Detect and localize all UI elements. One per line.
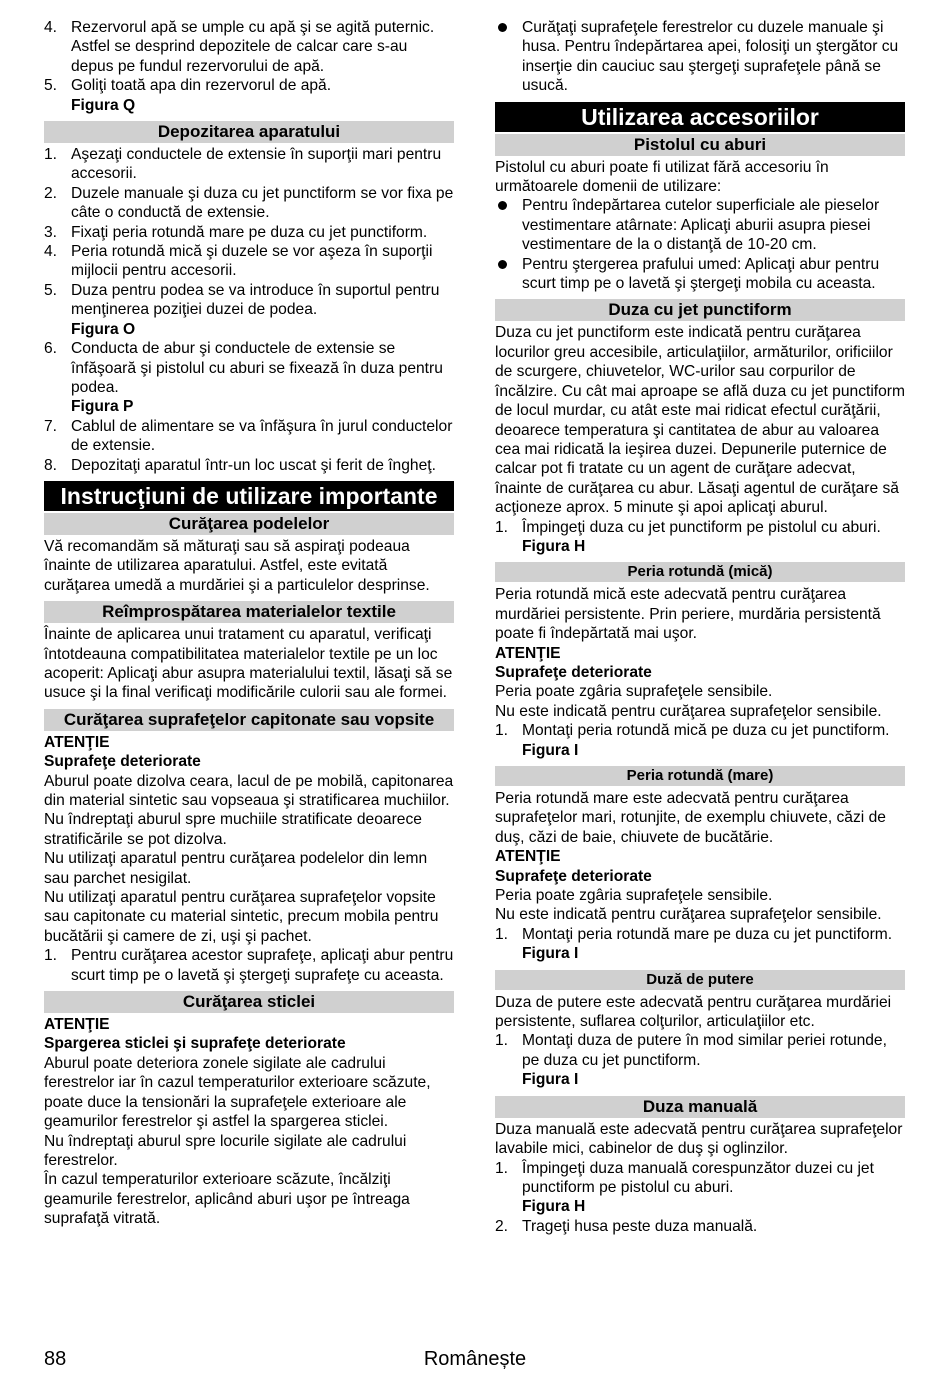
list-text: Fixaţi peria rotundă mare pe duza cu jet punctiform. [71,223,428,241]
list-number: 4. [44,243,58,261]
bullet-text: Curăţaţi suprafeţele ferestrelor cu duzele manuale şi husa. Pentru îndepărtarea apei, folosiţi un ştergător cu inserţie din cauciuc sau ştergeţi suprafeţele până se usucă. [522,19,899,95]
upholstery-list [44,946,454,985]
list-item [44,184,454,223]
power-nozzle-heading: Duză de putere [495,970,905,990]
textile-text: Înainte de aplicarea unui tratament cu aparatul, verificaţi întotdeauna compatibilitatea materialelor textile pe un loc acoperit: Aplicaţi abur asupra materialului textil, lăsaţi să se usuce şi la final verificaţi modificările culorii sau ale formei. [44,626,453,702]
list-item [495,721,905,740]
paragraph: Aburul poate deteriora zonele sigilate ale cadrului ferestrelor iar în cazul temperaturilor exterioare scăzute, poate duce la tensionări la suprafeţele exterioare ale geamurilor ferestrelor şi astfel la spargerea sticlei. [44,1054,431,1131]
steam-gun-text: Pistolul cu aburi poate fi utilizat fără accesoriu în următoarele domenii de utilizare: [495,158,829,196]
paragraph: Nu este indicată pentru curăţarea suprafeţelor sensibile. [495,906,882,924]
bullet-text: Pentru ştergerea prafului umed: Aplicaţi abur pentru scurt timp pe o lavetă şi ştergeţi mobila cu aceasta. [522,255,880,293]
left-column [44,18,454,1229]
storage-heading: Depozitarea aparatului [44,121,454,143]
list-text: Montaţi peria rotundă mare pe duza cu jet punctiform. [522,925,893,943]
important-instructions-heading: Instrucţiuni de utilizare importante [44,481,454,511]
list-text: Duza pentru podea se va introduce în suportul pentru menţinerea poziţiei duzei de podea. [71,281,440,319]
list-number: 8. [44,456,58,474]
list-item [44,223,454,242]
paragraph: În cazul temperaturilor exterioare scăzute, încălziţi geamurile ferestrelor, aplicând aburi uşor pe întreaga suprafaţă vitrată. [44,1171,410,1228]
paragraph: Peria poate zgâria suprafeţele sensibile. [495,683,773,701]
list-number: 6. [44,340,58,358]
accessories-heading: Utilizarea accesoriilor [495,102,905,132]
page-number: 88 [44,1348,67,1370]
list-number: 4. [44,19,58,36]
paragraph: Nu utilizaţi aparatul pentru curăţarea suprafeţelor vopsite sau capitonate cu material sintetic, precum mobila pentru bucătării şi camere de zi, uşi şi pachet. [44,889,439,945]
warning-label: ATENŢIE [44,733,110,751]
glass-heading: Curăţarea sticlei [44,991,454,1013]
figure-ref: Figura H [522,1198,586,1216]
list-number: 1. [44,947,58,965]
list-text: Goliţi toată apa din rezervorul de apă. [71,77,332,95]
list-text: Trageţi husa peste duza manuală. [522,1217,758,1235]
list-number: 2. [44,184,58,202]
bullet-text: Pentru îndepărtarea cutelor superficiale ale pieselor vestimentare atârnate: Aplicaţi aburii asupra piesei vestimentare de la o distanţă de 10-20 cm. [522,197,880,254]
warning-subtitle: Suprafeţe deteriorate [44,753,201,771]
top-bullets [495,18,905,96]
list-text: Aşezaţi conductele de extensie în suporţii mari pentru accesorii. [71,146,442,183]
paragraph: Nu îndreptaţi aburul spre muchiile stratificate deoarece stratificările se pot dizolva. [44,811,422,848]
upholstery-paragraphs [44,772,454,947]
list-item [44,339,454,397]
list-text: Conducta de abur şi conductele de extensie se înfăşoară şi pistolul cu aburi se fixează în duza pentru podea. [71,340,443,396]
list-number: 5. [44,281,58,299]
large-brush-heading: Peria rotundă (mare) [495,766,905,786]
list-item [44,417,454,456]
list-item [495,1159,905,1198]
list-text: Pentru curăţarea acestor suprafeţe, aplicaţi abur pentru scurt timp pe o lavetă şi ştergeţi suprafeţe cu aceasta. [71,947,454,984]
list-number: 1. [495,722,509,740]
list-text: Depozitaţi aparatul într-un loc uscat şi ferit de îngheţ. [71,456,436,474]
power-nozzle-text: Duza de putere este adecvată pentru curăţarea murdăriei persistente, suflarea colţurilor, articulaţiilor etc. [495,993,892,1031]
figure-ref: Figura O [71,320,136,338]
bullet-icon [495,196,522,254]
large-brush-list [495,925,905,944]
list-text: Cablul de alimentare se va înfăşura în jurul conductelor de extensie. [71,417,453,455]
list-text: Împingeţi duza cu jet punctiform pe pistolul cu aburi. [522,518,881,536]
floor-cleaning-text: Vă recomandăm să măturaţi sau să aspiraţi podeaua înainte de utilizarea aparatului. Astfel, este evitată curăţarea umedă a murdăriei şi a particulelor desprinse. [44,537,430,594]
storage-list [44,145,454,320]
top-list [44,18,454,96]
warning-subtitle: Suprafeţe deteriorate [495,867,652,885]
list-item [44,18,454,76]
figure-ref: Figura I [522,1071,579,1089]
list-item [495,925,905,944]
list-item [495,518,905,537]
manual-nozzle-heading: Duza manuală [495,1096,905,1118]
large-brush-paragraphs [495,886,905,925]
list-number: 3. [44,223,58,241]
paragraph: Nu îndreptaţi aburul spre locurile sigilate ale cadrului ferestrelor. [44,1132,407,1169]
list-item [44,145,454,184]
paragraph: Aburul poate dizolva ceara, lacul de pe mobilă, capitonarea din material sintetic sau vopseaua şi stratificarea muchiilor. [44,772,454,809]
list-number: 2. [495,1217,509,1235]
storage-list [44,417,454,475]
list-item [44,242,454,281]
list-item [495,1217,905,1236]
storage-list [44,339,454,397]
figure-ref: Figura I [522,741,579,759]
bullet-icon [495,255,522,294]
list-item [44,281,454,320]
list-text: Montaţi peria rotundă mică pe duza cu jet punctiform. [522,722,890,740]
list-item [44,76,454,95]
jet-nozzle-heading: Duza cu jet punctiform [495,299,905,321]
warning-subtitle: Spargerea sticlei şi suprafeţe deteriorate [44,1035,346,1053]
list-number: 1. [495,1159,509,1177]
paragraph: Nu utilizaţi aparatul pentru curăţarea podelelor din lemn sau parchet nesigilat. [44,850,428,887]
list-text: Montaţi duza de putere în mod similar periei rotunde, pe duza cu jet punctiform. [522,1032,887,1069]
list-number: 7. [44,417,58,435]
figure-ref: Figura H [522,537,586,555]
textile-heading: Reîmprospătarea materialelor textile [44,601,454,623]
bullet-item [495,18,905,96]
list-item [44,456,454,475]
right-column [495,18,905,1236]
warning-subtitle: Suprafeţe deteriorate [495,663,652,681]
list-text: Rezervorul apă se umple cu apă şi se agită puternic. Astfel se desprind depozitele de calcar care s-au depus pe fundul rezervorului de apă. [71,19,435,75]
list-item [495,1031,905,1070]
list-number: 5. [44,77,58,95]
list-item [44,946,454,985]
list-number: 1. [495,925,509,943]
warning-label: ATENŢIE [495,644,561,662]
small-brush-paragraphs [495,682,905,721]
list-number: 1. [44,146,58,164]
figure-ref: Figura I [522,945,579,963]
list-text: Împingeţi duza manuală corespunzător duzei cu jet punctiform pe pistolul cu aburi. [522,1159,874,1196]
jet-nozzle-text: Duza cu jet punctiform este indicată pentru curăţarea locurilor greu accesibile, articulaţiilor, armăturilor, orificiilor de scurgere, chiuvetelor, WC-urilor sau corpurilor de încălzire. Cu cât mai aproape se află duza cu jet punctiform de locul murdar, cu atât este mai ridicat efectul curăţării, deoarece temperatura şi cantitatea de abur au valoarea cea mai ridicată la ieşirea duzei. Depunerile puternice de calcar pot fi tratate cu un agent de curăţare adecvat, înainte de curăţarea cu abur. Lăsaţi agentul de curăţare să acţioneze aprox. 5 minute şi apoi aplicaţi aburul. [495,324,905,517]
steam-gun-heading: Pistolul cu aburi [495,134,905,156]
list-number: 1. [495,518,509,536]
steam-gun-bullets [495,196,905,293]
list-text: Duzele manuale şi duza cu jet punctiform se vor fixa pe câte o conductă de extensie. [71,184,454,222]
manual-nozzle-list [495,1217,905,1236]
list-text: Peria rotundă mică şi duzele se vor aşeza în suporţii mijlocii pentru accesorii. [71,243,433,280]
figure-ref: Figura P [71,398,134,416]
large-brush-text: Peria rotundă mare este adecvată pentru curăţarea suprafeţelor mari, rotunjite, de exemplu chiuvete, căzi de duş, căzi de baie, chiuvete de bucătărie. [495,790,886,846]
paragraph: Peria poate zgâria suprafeţele sensibile. [495,887,773,905]
paragraph: Nu este indicată pentru curăţarea suprafeţelor sensibile. [495,702,882,720]
small-brush-list [495,721,905,740]
bullet-item [495,196,905,254]
upholstery-heading: Curăţarea suprafeţelor capitonate sau vopsite [44,709,454,731]
jet-nozzle-list [495,518,905,537]
floor-cleaning-heading: Curăţarea podelelor [44,513,454,535]
bullet-icon [495,18,522,96]
warning-label: ATENŢIE [44,1016,110,1034]
glass-paragraphs [44,1054,454,1229]
footer-language: Românește [423,1348,527,1370]
power-nozzle-list [495,1031,905,1070]
small-brush-heading: Peria rotundă (mică) [495,562,905,582]
figure-ref: Figura Q [71,96,136,114]
list-number: 1. [495,1032,509,1050]
manual-nozzle-list [495,1159,905,1198]
warning-label: ATENŢIE [495,848,561,866]
small-brush-text: Peria rotundă mică este adecvată pentru curăţarea murdăriei persistente. Prin periere, murdăria persistentă poate fi îndepărtată mai uşor. [495,586,881,643]
bullet-item [495,255,905,294]
manual-nozzle-text: Duza manuală este adecvată pentru curăţarea suprafeţelor lavabile mici, cabinelor de duş şi oglinzilor. [495,1120,903,1158]
